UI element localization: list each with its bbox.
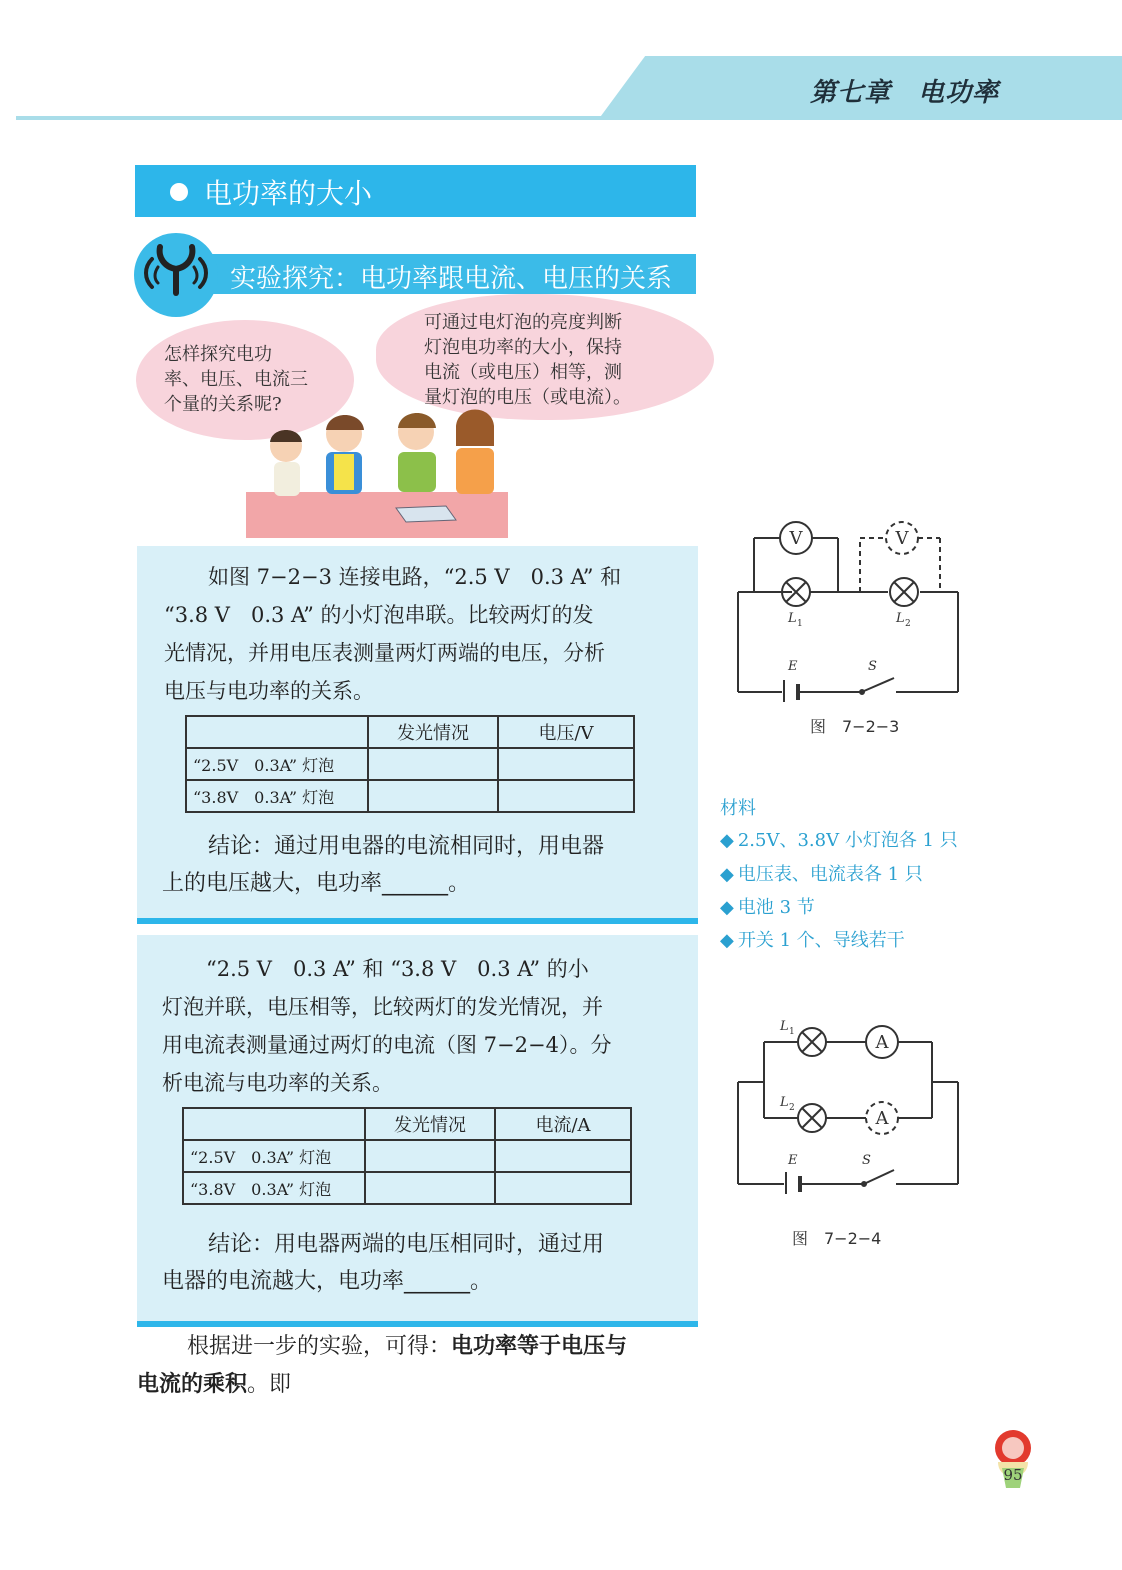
material-text: 电池 3 节 — [737, 897, 815, 918]
table-cell: “3.8V 0.3A” 灯泡 — [186, 780, 368, 812]
material-text: 开关 1 个、导线若干 — [737, 930, 905, 951]
bubble-line: 灯泡电功率的大小，保持 — [424, 337, 622, 358]
paragraph-line: “3.8 V 0.3 A” 的小灯泡串联。比较两灯的发 — [164, 603, 594, 627]
page-number-badge — [990, 1428, 1036, 1492]
conclusion-line: 结论：用电器两端的电压相同时，通过用 — [208, 1232, 605, 1257]
table-cell[interactable] — [368, 748, 498, 780]
voltmeter-label: V — [789, 528, 803, 549]
lamp-label: L — [788, 611, 797, 626]
lamp-label-subscript: 2 — [905, 619, 911, 629]
materials-title: 材料 — [720, 798, 756, 819]
circuit-diagram-series — [728, 512, 968, 702]
page-number: 95 — [1003, 1466, 1023, 1484]
header-rule — [16, 116, 1122, 120]
experiment-icon — [134, 233, 218, 317]
paragraph-line: 如图 7−2−3 连接电路，“2.5 V 0.3 A” 和 — [208, 565, 622, 589]
bubble-line: 电流（或电压）相等，测 — [424, 362, 622, 383]
paragraph-line: 光情况，并用电压表测量两灯两端的电压，分析 — [164, 641, 605, 665]
current-table — [182, 1107, 632, 1205]
box1-paragraph — [164, 558, 621, 710]
paragraph-line: “2.5 V 0.3 A” 和 “3.8 V 0.3 A” 的小 — [206, 957, 589, 981]
diamond-icon: ◆ — [720, 864, 734, 885]
switch-label: S — [868, 659, 877, 674]
experiment-title: 实验探究：电功率跟电流、电压的关系 — [230, 264, 673, 294]
table-header — [183, 1108, 365, 1140]
figure-caption: 图 7−2−3 — [810, 717, 900, 736]
students-illustration — [246, 396, 508, 538]
bubble-line: 率、电压、电流三 — [164, 369, 308, 390]
final-statement — [137, 1328, 627, 1404]
bullet-dot-icon — [170, 183, 188, 201]
table-cell: “2.5V 0.3A” 灯泡 — [183, 1140, 365, 1172]
table-cell: “2.5V 0.3A” 灯泡 — [186, 748, 368, 780]
bubble-line: 个量的关系呢? — [164, 394, 282, 415]
voltmeter-label: V — [895, 528, 909, 549]
lamp-label-subscript: 2 — [789, 1103, 795, 1113]
table-cell[interactable] — [368, 780, 498, 812]
box2-paragraph — [162, 950, 611, 1102]
table-cell[interactable] — [495, 1172, 631, 1204]
table-cell[interactable] — [498, 780, 634, 812]
bubble-right-text — [424, 310, 631, 410]
table-header: 发光情况 — [365, 1108, 495, 1140]
final-text-prefix: 根据进一步的实验，可得： — [187, 1334, 452, 1359]
table-cell: “3.8V 0.3A” 灯泡 — [183, 1172, 365, 1204]
lamp-label-subscript: 1 — [789, 1027, 795, 1037]
switch-label: S — [862, 1153, 871, 1168]
table-cell[interactable] — [365, 1172, 495, 1204]
box2-conclusion — [162, 1226, 604, 1300]
table-header — [186, 716, 368, 748]
diamond-icon: ◆ — [720, 830, 734, 851]
chapter-title: 第七章 电功率 — [810, 78, 1000, 108]
bubble-line: 怎样探究电功 — [164, 344, 272, 365]
conclusion-line: 上的电压越大，电功率______。 — [162, 871, 471, 896]
paragraph-line: 灯泡并联，电压相等，比较两灯的发光情况，并 — [162, 995, 603, 1019]
bubble-line: 可通过电灯泡的亮度判断 — [424, 312, 622, 333]
circuit-diagram-parallel — [728, 1014, 968, 1194]
ammeter-label: A — [875, 1108, 889, 1129]
material-item — [720, 926, 905, 952]
table-header: 电压/V — [498, 716, 634, 748]
table-header: 发光情况 — [368, 716, 498, 748]
material-item — [720, 826, 958, 852]
material-text: 2.5V、3.8V 小灯泡各 1 只 — [737, 830, 958, 851]
table-header: 电流/A — [495, 1108, 631, 1140]
final-text-bold: 电流的乘积 — [137, 1372, 248, 1397]
voltage-table — [185, 715, 635, 813]
table-row — [183, 1140, 631, 1172]
lamp-label: L — [780, 1095, 789, 1110]
lamp-label: L — [896, 611, 905, 626]
table-row — [183, 1172, 631, 1204]
table-cell[interactable] — [365, 1140, 495, 1172]
section-title: 电功率的大小 — [204, 177, 373, 210]
final-text-suffix: 。即 — [247, 1372, 292, 1397]
material-item — [720, 860, 923, 886]
table-row — [186, 780, 634, 812]
lamp-label: L — [780, 1019, 789, 1034]
lamp-label-subscript: 1 — [797, 619, 803, 629]
figure-caption: 图 7−2−4 — [792, 1229, 882, 1248]
conclusion-line: 结论：通过用电器的电流相同时，用电器 — [208, 834, 605, 859]
material-item — [720, 893, 815, 919]
material-text: 电压表、电流表各 1 只 — [737, 864, 923, 885]
diamond-icon: ◆ — [720, 897, 734, 918]
ammeter-label: A — [875, 1032, 889, 1053]
box1-conclusion — [162, 828, 604, 902]
conclusion-line: 电器的电流越大，电功率______。 — [162, 1269, 493, 1294]
table-cell[interactable] — [498, 748, 634, 780]
bubble-line: 量灯泡的电压（或电流）。 — [424, 387, 631, 408]
battery-label: E — [788, 1153, 798, 1168]
table-row — [186, 748, 634, 780]
battery-label: E — [788, 659, 798, 674]
table-cell[interactable] — [495, 1140, 631, 1172]
paragraph-line: 电压与电功率的关系。 — [164, 679, 374, 703]
paragraph-line: 析电流与电功率的关系。 — [162, 1071, 393, 1095]
paragraph-line: 用电流表测量通过两灯的电流（图 7−2−4）。分 — [162, 1033, 612, 1057]
final-text-bold: 电功率等于电压与 — [451, 1334, 628, 1359]
diamond-icon: ◆ — [720, 930, 734, 951]
